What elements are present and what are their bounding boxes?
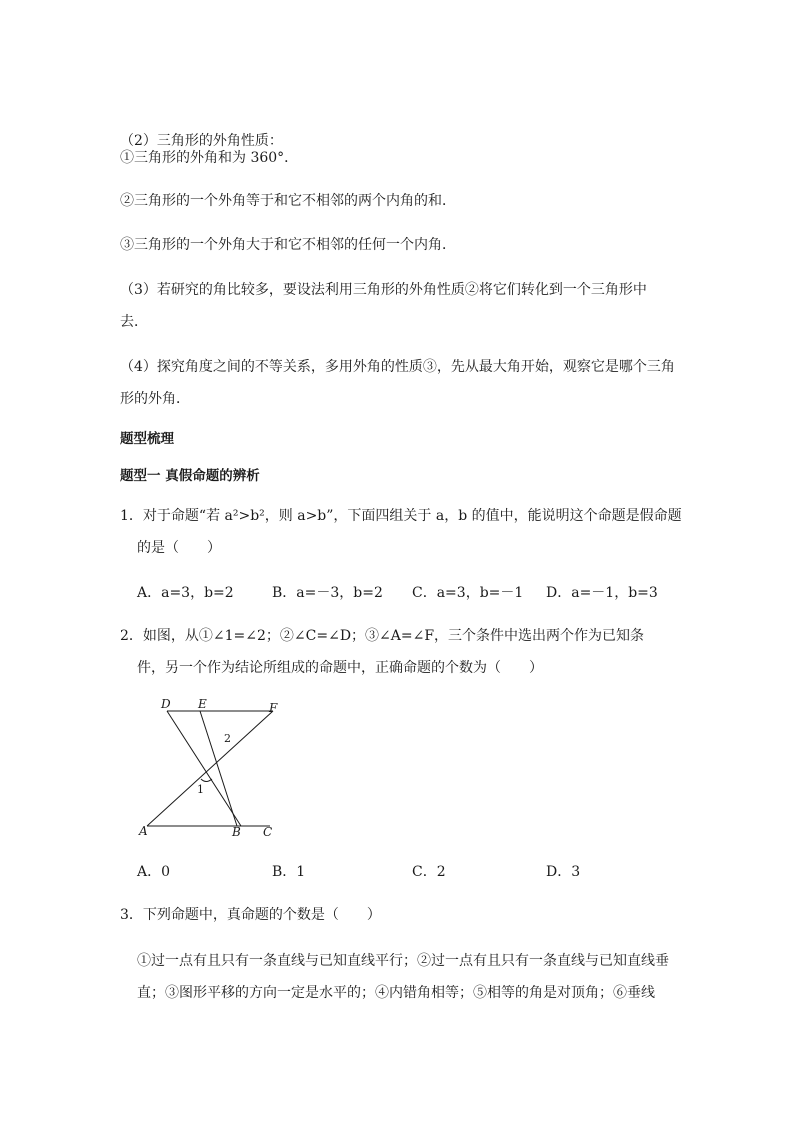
question-3-line-3: 直；③图形平移的方向一定是水平的；④内错角相等；⑤相等的角是对顶角；⑥垂线: [137, 985, 655, 1001]
exterior-angle-property-3: ③三角形的一个外角大于和它不相邻的任何一个内角．: [120, 237, 456, 253]
label-f: F: [269, 701, 278, 715]
segment-af: [147, 711, 273, 826]
label-b: B: [232, 825, 241, 839]
section-3-line-2: 去．: [120, 314, 148, 330]
angle-2-label: 2: [224, 732, 231, 745]
question-1-option-c: C．a=3，b=－1: [412, 585, 524, 601]
question-2-option-a: A．0: [137, 864, 171, 880]
question-1-option-a: A．a=3，b=2: [137, 585, 234, 601]
label-a: A: [139, 824, 148, 838]
exterior-angle-property-1: ①三角形的外角和为 360°．: [120, 150, 299, 166]
label-e: E: [198, 697, 207, 711]
section-2-title: （2）三角形的外角性质：: [120, 133, 283, 149]
angle-1-arc: [201, 779, 212, 782]
question-1-option-d: D．a=－1，b=3: [546, 585, 658, 601]
geometry-figure: [135, 695, 295, 845]
question-2-line-1: 2．如图，从①∠1=∠2；②∠C=∠D；③∠A=∠F，三个条件中选出两个作为已知条: [120, 628, 645, 644]
angle-1-label: 1: [197, 783, 204, 796]
section-4-line-2: 形的外角．: [120, 391, 190, 407]
question-3-line-1: 3．下列命题中，真命题的个数是（ ）: [120, 907, 381, 923]
question-1-option-b: B．a=－3，b=2: [272, 585, 383, 601]
segment-dc: [167, 711, 241, 826]
question-2-option-b: B．1: [272, 864, 306, 880]
heading-question-types: 题型梳理: [120, 431, 174, 447]
question-2-line-2: 件，另一个作为结论所组成的命题中，正确命题的个数为（ ）: [137, 660, 543, 676]
question-2-option-d: D．3: [546, 864, 581, 880]
heading-type-one: 题型一 真假命题的辨析: [120, 468, 260, 484]
exterior-angle-property-2: ②三角形的一个外角等于和它不相邻的两个内角的和．: [120, 193, 456, 209]
label-d: D: [161, 697, 171, 711]
section-4-line-1: （4）探究角度之间的不等关系，多用外角的性质③，先从最大角开始，观察它是哪个三角: [120, 359, 675, 375]
segment-eb: [200, 711, 237, 826]
section-3-line-1: （3）若研究的角比较多，要设法利用三角形的外角性质②将它们转化到一个三角形中: [120, 282, 647, 298]
question-2-option-c: C．2: [412, 864, 446, 880]
question-3-line-2: ①过一点有且只有一条直线与已知直线平行；②过一点有且只有一条直线与已知直线垂: [137, 953, 669, 969]
question-1-line-1: 1．对于命题“若 a²>b²，则 a>b”，下面四组关于 a，b 的值中，能说明这个命题是假命题: [120, 508, 682, 524]
question-1-line-2: 的是（ ）: [137, 540, 221, 556]
label-c: C: [263, 825, 273, 839]
